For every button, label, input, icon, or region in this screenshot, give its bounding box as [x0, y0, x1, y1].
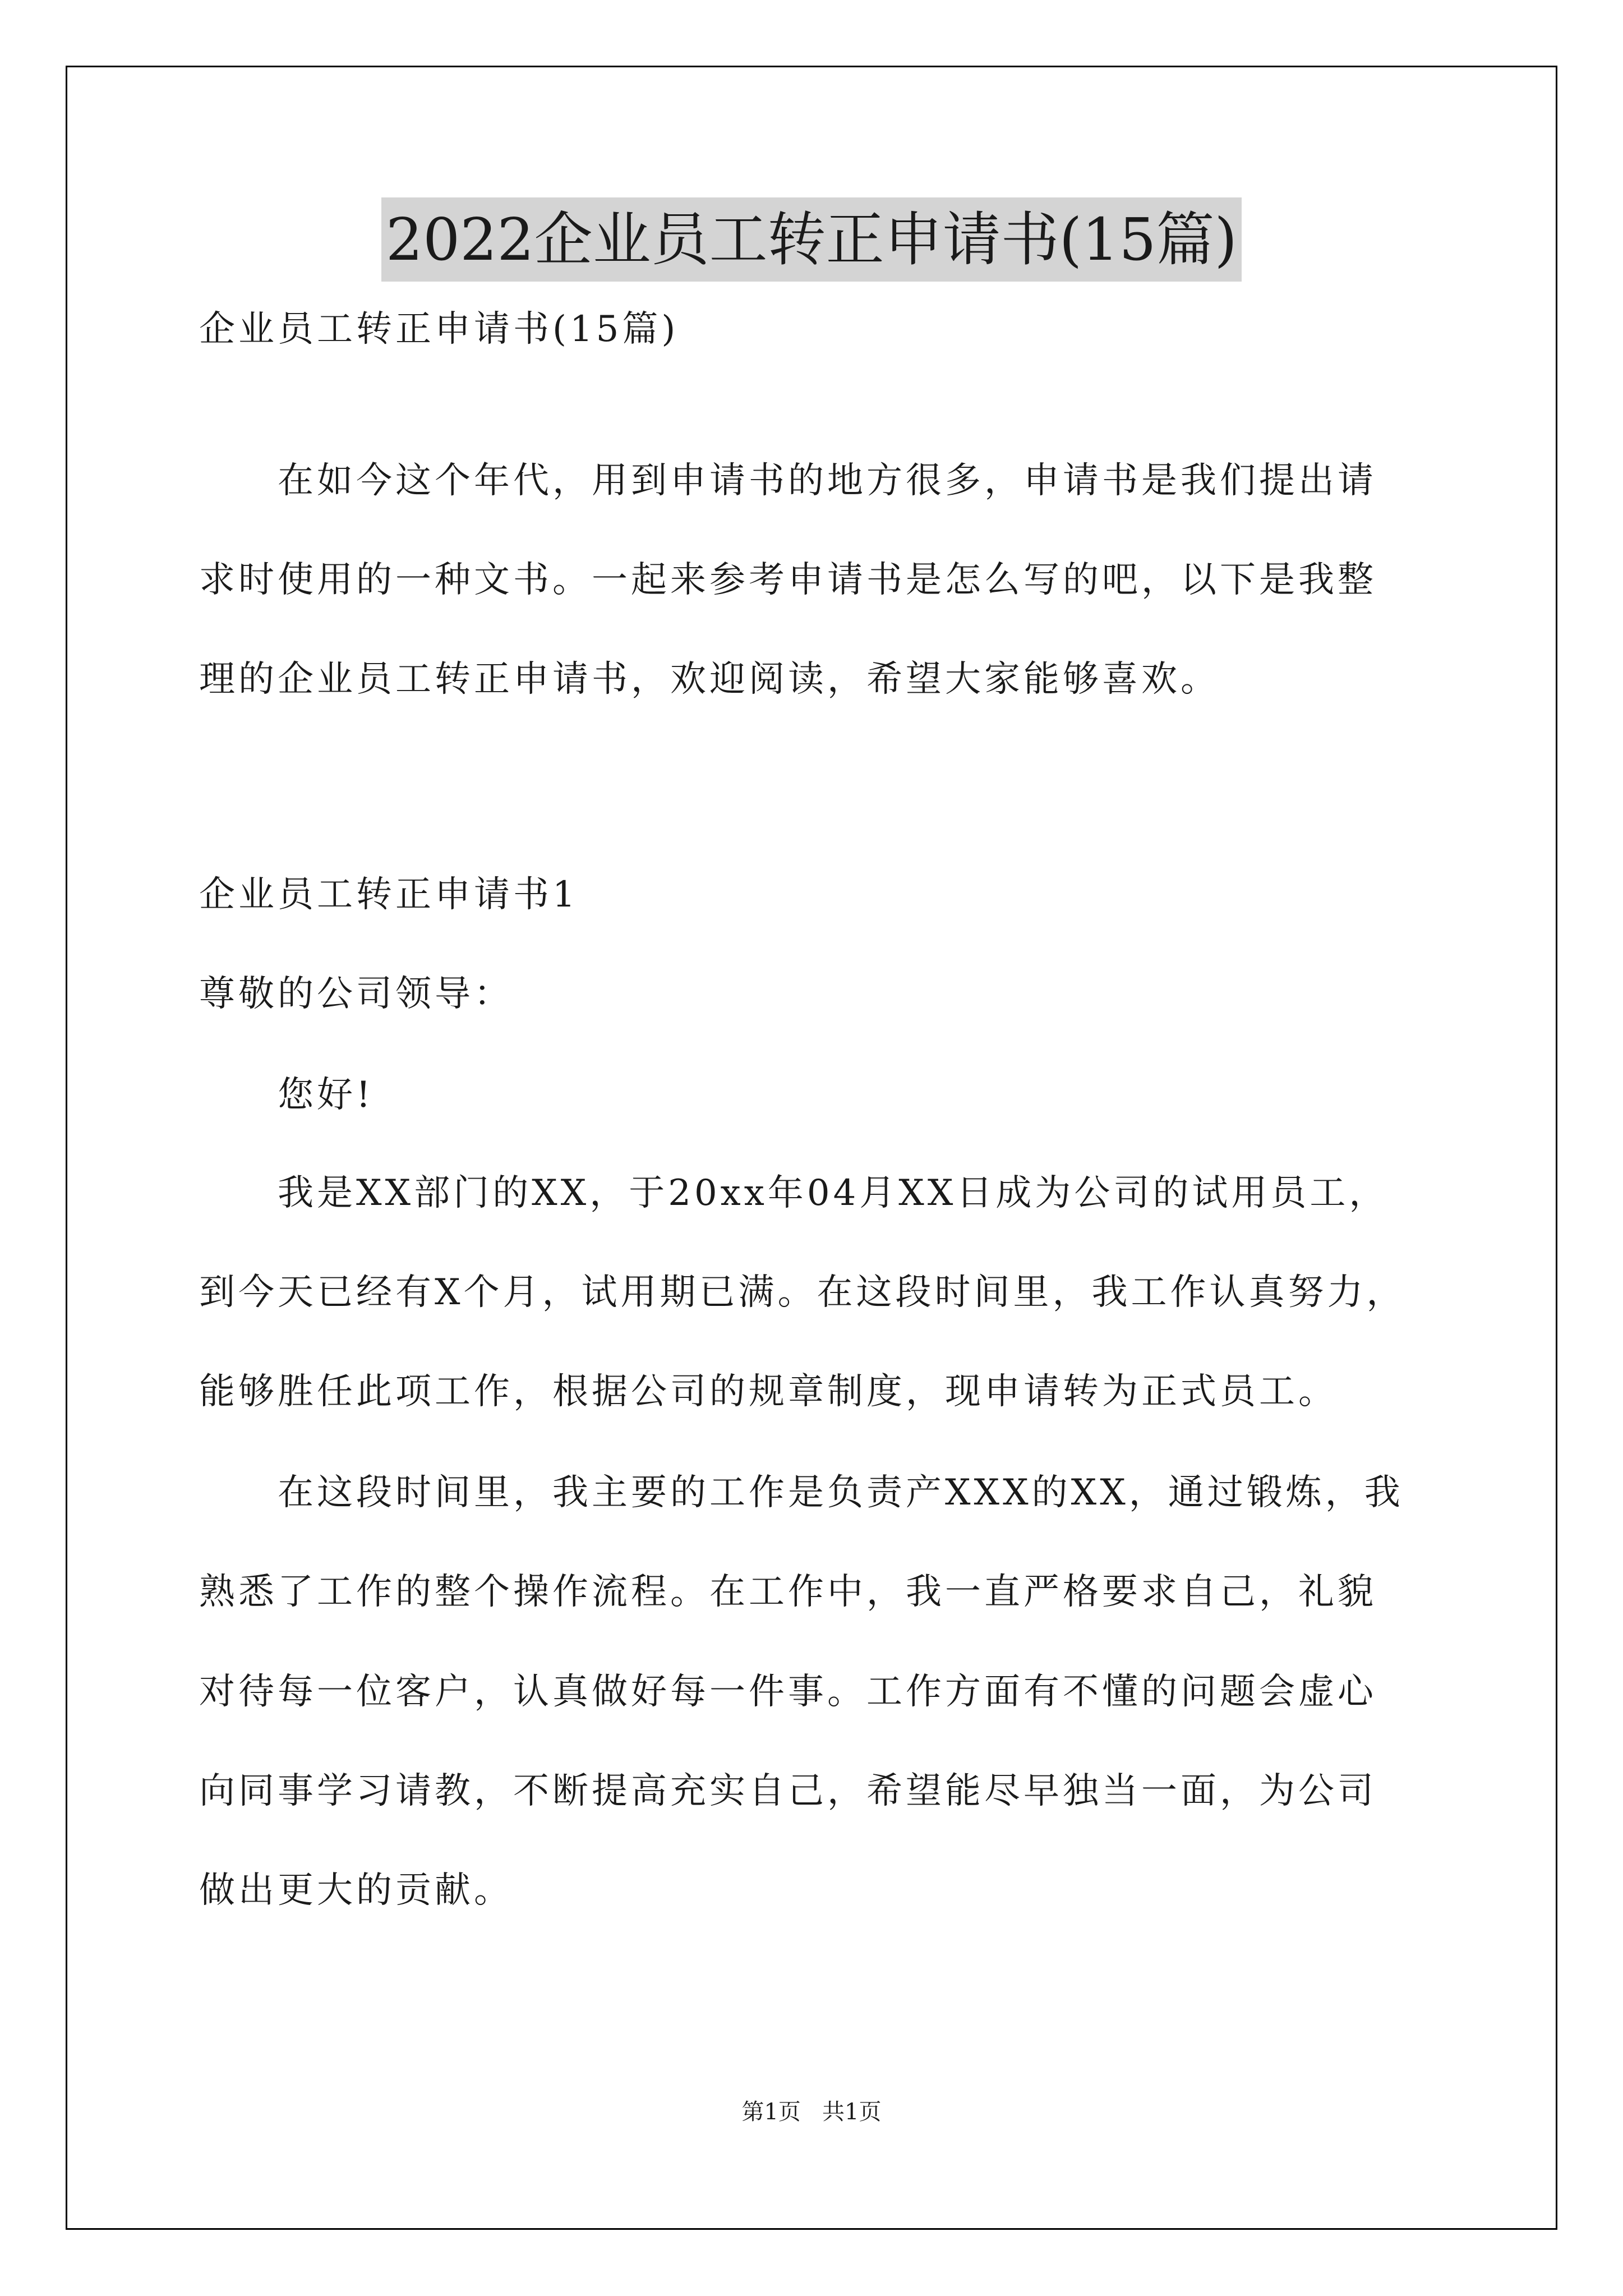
- paragraph-line: 到今天已经有X个月，试用期已满。在这段时间里，我工作认真努力，: [199, 1272, 1406, 1313]
- paragraph-line: 在这段时间里，我主要的工作是负责产XXX的XX，通过锻炼，我: [199, 1472, 1404, 1513]
- paragraph-line: 熟悉了工作的整个操作流程。在工作中，我一直严格要求自己，礼貌: [199, 1571, 1377, 1613]
- section-heading: 企业员工转正申请书1: [199, 874, 579, 915]
- salutation-line: 尊敬的公司领导：: [199, 973, 513, 1015]
- subtitle-line: 企业员工转正申请书(15篇): [199, 309, 679, 350]
- greeting-line: 您好!: [199, 1074, 374, 1116]
- paragraph-line: 向同事学习请教，不断提高充实自己，希望能尽早独当一面，为公司: [199, 1770, 1377, 1812]
- paragraph-line: 在如今这个年代，用到申请书的地方很多，申请书是我们提出请: [199, 460, 1377, 501]
- paragraph-line: 能够胜任此项工作，根据公司的规章制度，现申请转为正式员工。: [199, 1371, 1338, 1412]
- document-title: 2022企业员工转正申请书(15篇): [381, 197, 1242, 282]
- title-container: [0, 197, 1623, 282]
- paragraph-line: 理的企业员工转正申请书，欢迎阅读，希望大家能够喜欢。: [199, 659, 1220, 700]
- paragraph-line: 我是XX部门的XX，于20xx年04月XX日成为公司的试用员工，: [199, 1172, 1389, 1214]
- paragraph-line: 对待每一位客户，认真做好每一件事。工作方面有不懂的问题会虚心: [199, 1671, 1377, 1713]
- paragraph-line: 求时使用的一种文书。一起来参考申请书是怎么写的吧，以下是我整: [199, 559, 1377, 601]
- paragraph-line: 做出更大的贡献。: [199, 1870, 513, 1911]
- page-footer: 第1页 共1页: [741, 2099, 882, 2125]
